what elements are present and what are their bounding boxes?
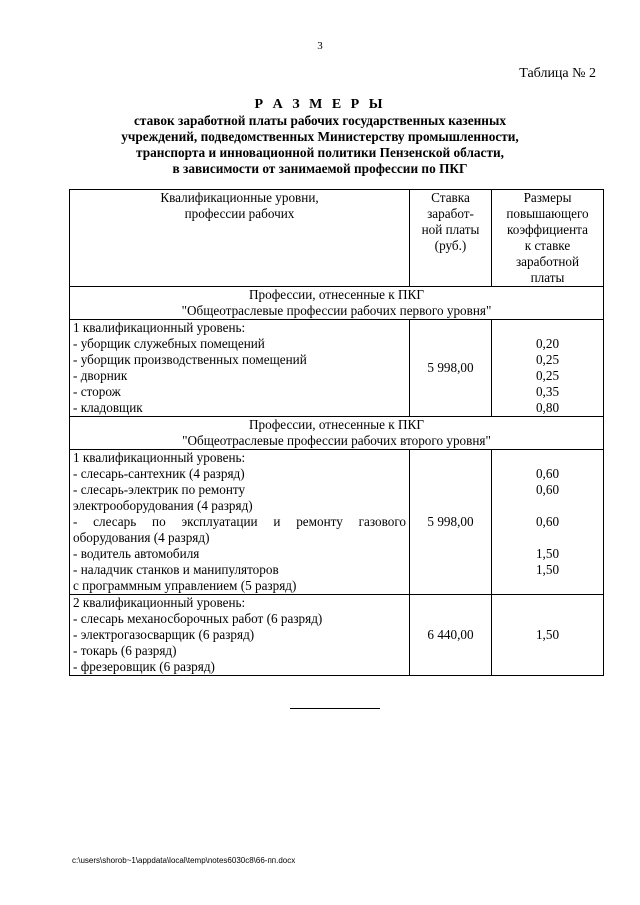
closing-line [290,708,380,709]
footer-file-path: c:\users\shorob~1\appdata\local\temp\notes6030c8\66-пп.docx [72,856,296,865]
header-row [70,190,604,287]
table-row [70,320,604,417]
list-item: - сторож [73,384,121,399]
list-item: - электрогазосварщик (6 разряд) [73,627,255,642]
group1-title: Профессии, отнесенные к ПКГ "Общеотраслевые профессии рабочих первого уровня" [70,287,604,320]
group1-level1-rate: 5 998,00 [410,320,492,417]
heading-line: учреждений, подведомственных Министерству промышленности, [121,129,519,144]
list-item: - слесарь механосборочных работ (6 разряд) [73,611,323,626]
heading-line: в зависимости от занимаемой профессии по ПКГ [172,161,468,176]
group2-title: Профессии, отнесенные к ПКГ "Общеотраслевые профессии рабочих второго уровня" [70,417,604,450]
list-item: - дворник [73,368,128,383]
heading-title: Р А З М Е Р Ы [254,97,386,112]
heading-line: ставок заработной платы рабочих государственных казенных [134,113,506,128]
group2-level1-rate: 5 998,00 [410,450,492,595]
group1-level1-coefs: 0,20 0,25 0,25 0,35 0,80 [492,320,604,417]
list-item: - слесарь-электрик по ремонту [73,482,246,497]
table-row [70,450,604,595]
group2-level1-coefs: 0,60 0,60 0,60 1,50 1,50 [492,450,604,595]
group1-level1-professions: 1 квалификационный уровень: - уборщик служебных помещений - уборщик производственных помещений - дворник - сторож - кладовщик [70,320,410,417]
table-row [70,595,604,676]
header-rate: Ставка заработ- ной платы (руб.) [410,190,492,287]
heading-line: транспорта и инновационной политики Пензенской области, [136,145,504,160]
header-levels: Квалификационные уровни, профессии рабочих [70,190,410,287]
group2-level2-professions: 2 квалификационный уровень: - слесарь механосборочных работ (6 разряд) - электрогазосварщик (6 разряд) - токарь (6 разряд) - фрезеровщик (6 разряд) [70,595,410,676]
list-item: - уборщик производственных помещений [73,352,307,367]
list-item: - водитель автомобиля [73,546,200,561]
group-title-row [70,417,604,450]
table-label: Таблица № 2 [519,66,596,81]
list-item: - наладчик станков и манипуляторов [73,562,279,577]
document-heading [60,96,580,177]
page-number: 3 [317,40,323,52]
list-item: - фрезеровщик (6 разряд) [73,659,215,674]
list-item: - кладовщик [73,400,143,415]
list-item: - уборщик служебных помещений [73,336,265,351]
group2-level1-professions: 1 квалификационный уровень: - слесарь-сантехник (4 разряд) - слесарь-электрик по ремонту электрооборудования (4 разряд) - слесарь по эксплуатации и ремонту газового оборудования (4 разряд) - водитель автомобиля - наладчик станков и манипуляторов с программным управлением (5 разряд) [70,450,410,595]
group-title-row [70,287,604,320]
header-coef: Размеры повышающего коэффициента к ставке заработной платы [492,190,604,287]
list-item: - слесарь-сантехник (4 разряд) [73,466,245,481]
wage-rates-table [69,189,604,676]
group2-level2-coef: 1,50 [492,595,604,676]
group2-level2-rate: 6 440,00 [410,595,492,676]
list-item: - слесарь по эксплуатации и ремонту газового [73,514,406,529]
list-item: - токарь (6 разряд) [73,643,177,658]
